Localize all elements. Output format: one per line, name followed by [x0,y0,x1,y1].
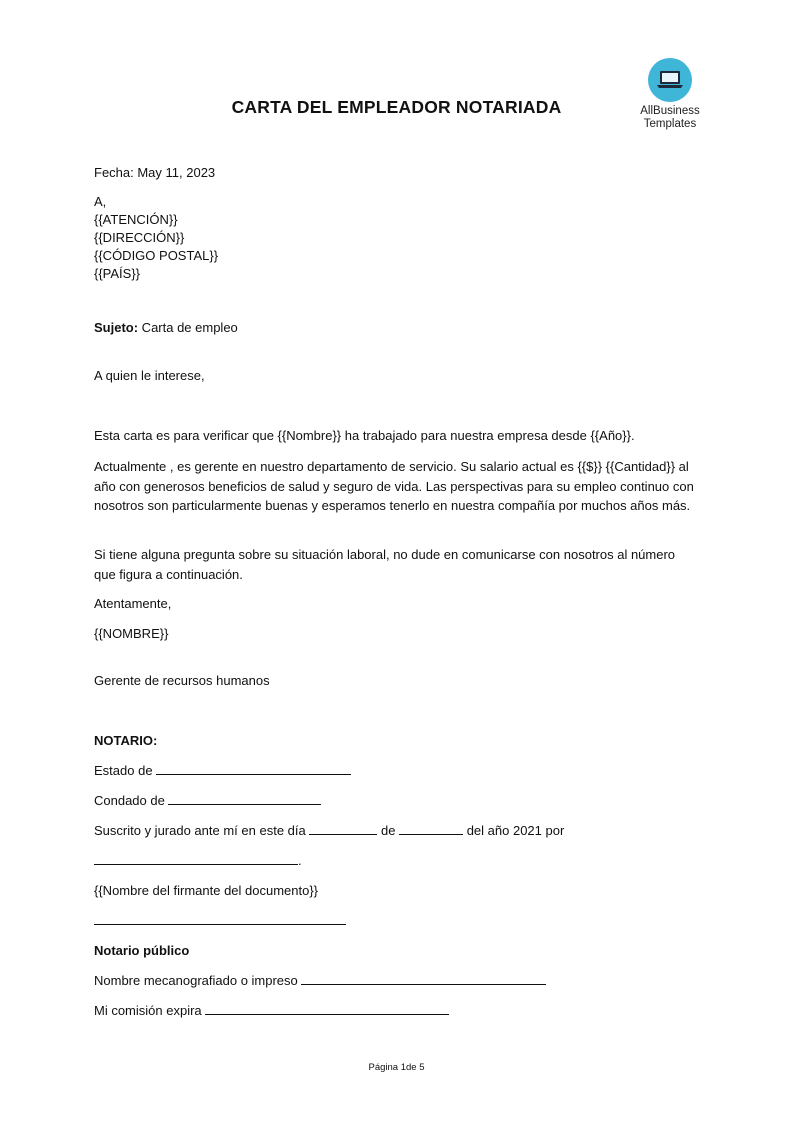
salutation: A quien le interese, [94,368,205,383]
logo-text-line2: Templates [643,117,697,130]
notary-public-label: Notario público [94,943,190,958]
signature-blank[interactable] [94,912,346,925]
notary-commission-line [94,1002,449,1020]
notary-typed-name-line [94,972,546,990]
recipient-address: {{DIRECCIÓN}} [94,230,185,245]
commission-label: Mi comisión expira [94,1003,202,1018]
by-name-blank[interactable] [94,852,298,865]
signer-name: {{NOMBRE}} [94,626,169,641]
recipient-attention: {{ATENCIÓN}} [94,212,178,227]
day-blank[interactable] [309,822,377,835]
typed-name-blank[interactable] [301,972,546,985]
commission-blank[interactable] [205,1002,449,1015]
paragraph-employment-details: Actualmente , es gerente en nuestro departamento de servicio. Su salario actual es {{$}} {{Cantidad}} al año con generosos beneficios de salud y seguro de vida. Las perspectivas para su empleo continuo con nosotros son particularmente buenas y esperamos tenerlo en nuestra compañía por muchos años más. [94,459,694,513]
state-blank[interactable] [156,762,351,775]
recipient-country: {{PAÍS}} [94,266,141,281]
notary-county-line [94,792,321,810]
brand-logo [630,58,710,130]
notary-by-line [94,852,302,870]
sworn-text-3: del año 2021 por [466,823,565,838]
document-title: CARTA DEL EMPLEADOR NOTARIADA [231,97,562,117]
sworn-text-2: de [380,823,396,838]
period: . [298,853,302,868]
notary-sworn-line [94,822,564,840]
subject-line [94,319,238,337]
recipient-postal-code: {{CÓDIGO POSTAL}} [94,248,219,263]
subject-text: Carta de empleo [138,320,238,335]
paragraph-verification: Esta carta es para verificar que {{Nombre}} ha trabajado para nuestra empresa desde {{Año}}. [94,428,635,443]
sworn-text-1: Suscrito y jurado ante mí en este día [94,823,306,838]
subject-label: Sujeto: [94,320,139,335]
state-label: Estado de [94,763,153,778]
notary-signature-line [94,912,346,930]
recipient-line: A, [94,194,107,209]
logo-text-line1: AllBusiness [640,105,700,117]
signer-title: Gerente de recursos humanos [94,673,270,688]
date-line: Fecha: May 11, 2023 [94,165,216,180]
county-label: Condado de [94,793,165,808]
notary-state-line [94,762,351,780]
laptop-icon [648,58,692,102]
closing: Atentamente, [94,596,172,611]
paragraph-questions: Si tiene alguna pregunta sobre su situación laboral, no dude en comunicarse con nosotros al número que figura a continuación. [94,547,676,582]
page-number: Página 1de 5 [368,1062,425,1073]
notary-heading: NOTARIO: [94,733,158,748]
typed-name-label: Nombre mecanografiado o impreso [94,973,298,988]
month-blank[interactable] [399,822,463,835]
document-signer-name: {{Nombre del firmante del documento}} [94,883,319,898]
county-blank[interactable] [168,792,321,805]
